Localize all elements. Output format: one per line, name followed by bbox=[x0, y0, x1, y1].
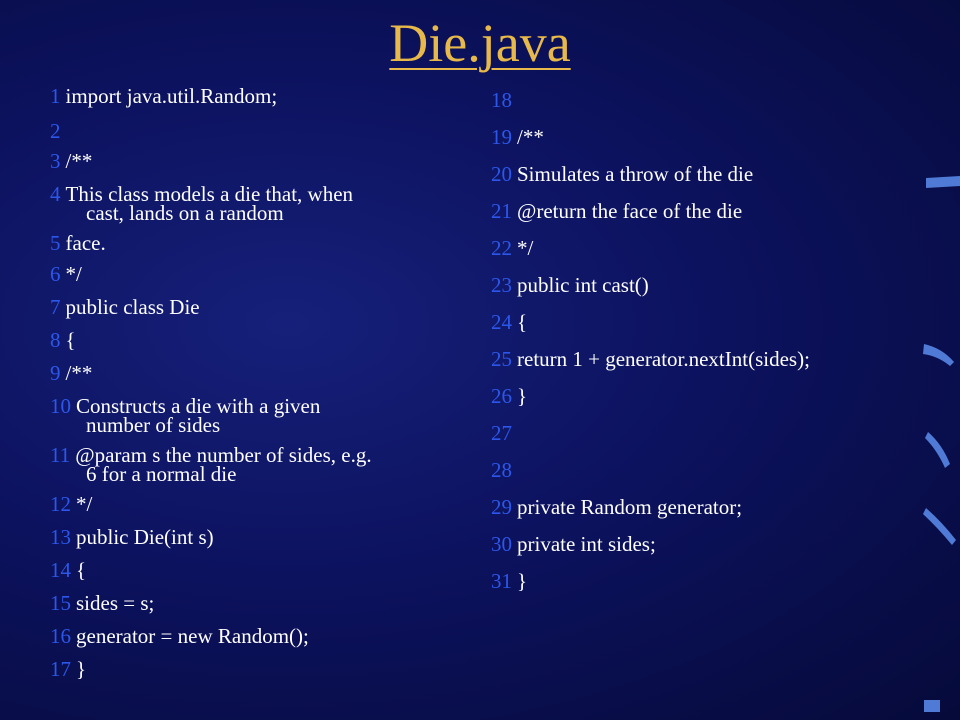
line-number: 28 bbox=[491, 458, 512, 482]
code-line bbox=[491, 571, 911, 591]
code-line bbox=[50, 394, 470, 437]
line-number: 14 bbox=[50, 558, 71, 582]
code-text: */ bbox=[517, 236, 534, 260]
code-text: /** bbox=[65, 361, 93, 385]
code-text: /** bbox=[65, 149, 93, 173]
code-line bbox=[491, 275, 911, 295]
streak-shape bbox=[923, 344, 954, 366]
line-number: 22 bbox=[491, 236, 512, 260]
code-text: import java.util.Random; bbox=[65, 84, 278, 108]
code-text: return 1 + generator.nextInt(sides); bbox=[517, 347, 810, 371]
line-number: 30 bbox=[491, 532, 512, 556]
line-number: 13 bbox=[50, 525, 71, 549]
code-line bbox=[491, 497, 911, 517]
code-line bbox=[491, 201, 911, 221]
code-line bbox=[491, 90, 911, 110]
code-text: { bbox=[517, 310, 528, 334]
code-line bbox=[50, 659, 470, 679]
line-number: 23 bbox=[491, 273, 512, 297]
code-line bbox=[50, 86, 470, 106]
line-number: 15 bbox=[50, 591, 71, 615]
streak-shape bbox=[923, 508, 956, 545]
code-text: Constructs a die with a given bbox=[76, 394, 321, 418]
line-number: 11 bbox=[50, 443, 71, 467]
code-continuation: cast, lands on a random bbox=[86, 201, 284, 225]
streak-shape bbox=[924, 700, 940, 712]
line-number: 27 bbox=[491, 421, 512, 445]
code-line bbox=[491, 460, 911, 480]
code-line bbox=[50, 182, 470, 225]
streak-shape bbox=[925, 432, 950, 468]
code-text: face. bbox=[65, 231, 106, 255]
code-text: } bbox=[76, 657, 87, 681]
code-line bbox=[50, 626, 470, 646]
code-text: This class models a die that, when bbox=[65, 182, 354, 206]
line-number: 7 bbox=[50, 295, 61, 319]
line-number: 1 bbox=[50, 84, 61, 108]
code-line bbox=[50, 233, 470, 253]
code-line bbox=[50, 121, 470, 141]
slide-title: Die.java bbox=[389, 13, 571, 73]
line-number: 24 bbox=[491, 310, 512, 334]
code-text: sides = s; bbox=[76, 591, 155, 615]
line-number: 5 bbox=[50, 231, 61, 255]
code-line bbox=[50, 297, 470, 317]
line-number: 2 bbox=[50, 119, 61, 143]
line-number: 10 bbox=[50, 394, 71, 418]
code-line bbox=[50, 330, 470, 350]
line-number: 18 bbox=[491, 88, 512, 112]
code-line bbox=[50, 527, 470, 547]
line-number: 4 bbox=[50, 182, 61, 206]
code-text: @return the face of the die bbox=[517, 199, 743, 223]
code-text: public int cast() bbox=[517, 273, 649, 297]
code-line bbox=[491, 386, 911, 406]
code-line bbox=[50, 151, 470, 171]
code-column-left bbox=[50, 86, 470, 679]
code-line bbox=[491, 238, 911, 258]
code-text: public class Die bbox=[65, 295, 200, 319]
streak-shape bbox=[926, 176, 960, 188]
code-text: { bbox=[76, 558, 87, 582]
line-number: 17 bbox=[50, 657, 71, 681]
line-number: 12 bbox=[50, 492, 71, 516]
code-text: generator = new Random(); bbox=[76, 624, 309, 648]
code-line bbox=[491, 423, 911, 443]
code-text: } bbox=[517, 384, 528, 408]
code-continuation: number of sides bbox=[86, 413, 221, 437]
decorative-streaks bbox=[920, 0, 960, 720]
code-line bbox=[491, 312, 911, 332]
line-number: 6 bbox=[50, 262, 61, 286]
code-continuation: 6 for a normal die bbox=[86, 462, 237, 486]
code-text: public Die(int s) bbox=[76, 525, 214, 549]
line-number: 3 bbox=[50, 149, 61, 173]
code-text: private Random generator; bbox=[517, 495, 743, 519]
line-number: 9 bbox=[50, 361, 61, 385]
line-number: 25 bbox=[491, 347, 512, 371]
line-number: 20 bbox=[491, 162, 512, 186]
code-line bbox=[491, 534, 911, 554]
line-number: 16 bbox=[50, 624, 71, 648]
code-text: private int sides; bbox=[517, 532, 656, 556]
code-line bbox=[491, 164, 911, 184]
code-line bbox=[50, 560, 470, 580]
line-number: 26 bbox=[491, 384, 512, 408]
code-text: */ bbox=[76, 492, 93, 516]
code-line bbox=[491, 127, 911, 147]
code-line bbox=[491, 349, 911, 369]
code-text: } bbox=[517, 569, 528, 593]
code-line bbox=[50, 593, 470, 613]
code-text: { bbox=[65, 328, 76, 352]
code-line bbox=[50, 443, 470, 486]
line-number: 31 bbox=[491, 569, 512, 593]
code-text: Simulates a throw of the die bbox=[517, 162, 754, 186]
line-number: 29 bbox=[491, 495, 512, 519]
code-text: @param s the number of sides, e.g. bbox=[75, 443, 372, 467]
code-column-right bbox=[491, 90, 911, 591]
code-line bbox=[50, 494, 470, 514]
line-number: 19 bbox=[491, 125, 512, 149]
code-line bbox=[50, 264, 470, 284]
line-number: 8 bbox=[50, 328, 61, 352]
line-number: 21 bbox=[491, 199, 512, 223]
code-line bbox=[50, 363, 470, 383]
code-text: /** bbox=[517, 125, 544, 149]
code-text: */ bbox=[65, 262, 82, 286]
